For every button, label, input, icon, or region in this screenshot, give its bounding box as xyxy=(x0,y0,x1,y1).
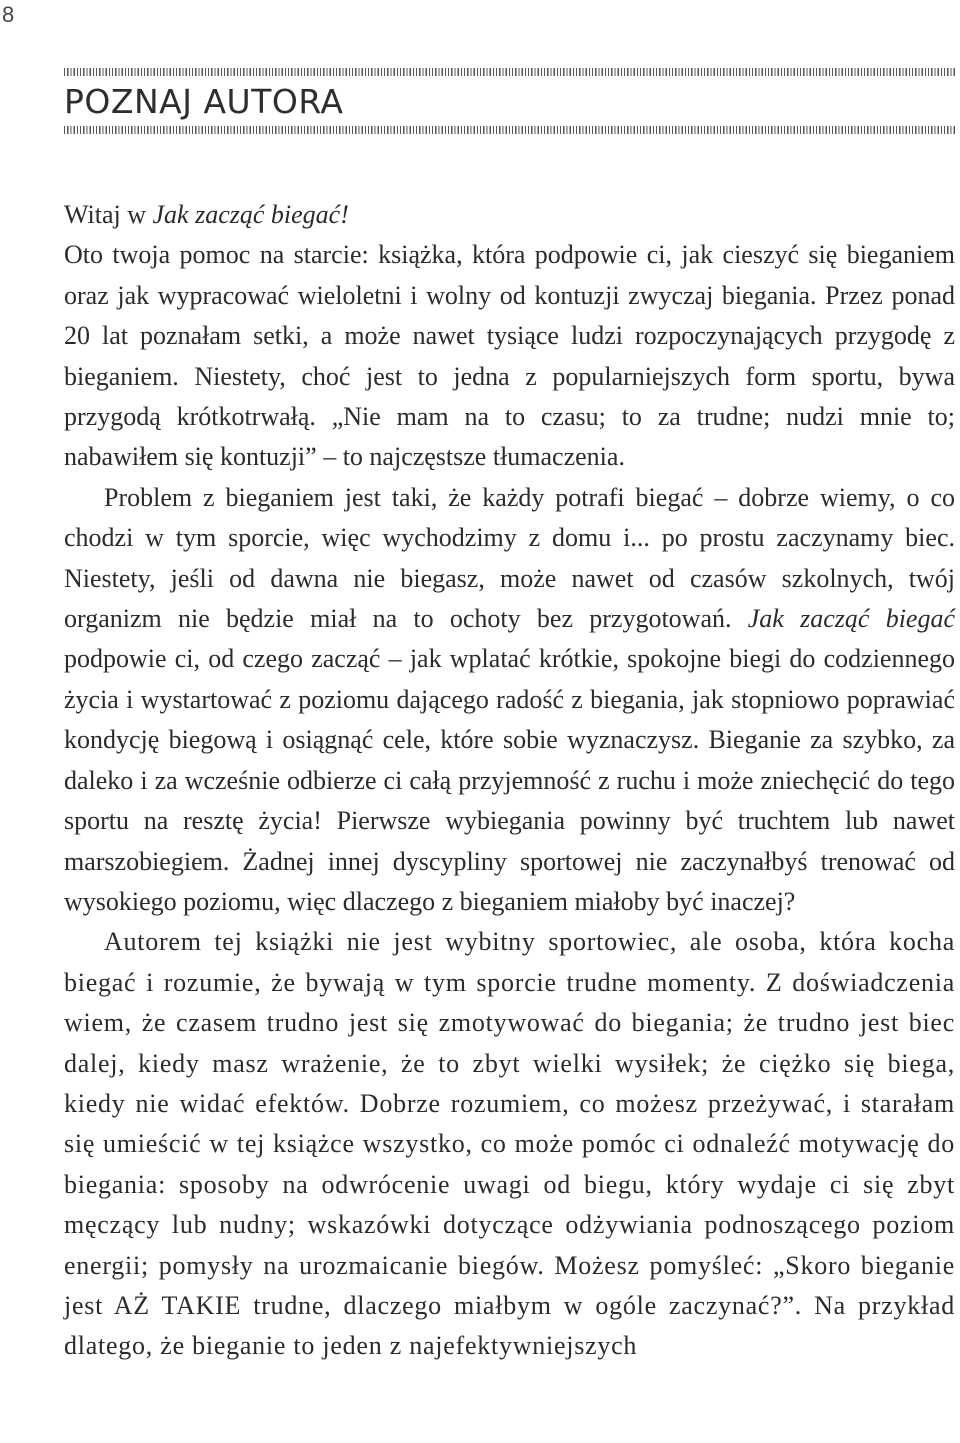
paragraph-3: Autorem tej książki nie jest wybitny sportowiec, ale osoba, która kocha biegać i rozumie, że bywają w tym sporcie trudne momenty. Z doświadczenia wiem, że czasem trudno jest się zmotywować do biegania; że trudno jest biec dalej, kiedy masz wrażenie, że to zbyt wielki wysiłek; że ciężko się biega, kiedy nie widać efektów. Dobrze rozumiem, co możesz przeżywać, i starałam się umieścić w tej książce wszystko, co może pomóc ci odnaleźć motywację do biegania: sposoby na odwrócenie uwagi od biegu, który wydaje ci się zbyt męczący lub nudny; wskazówki dotyczące odżywiania podnoszącego poziom energii; pomysły na urozmaicanie biegów. Możesz pomyśleć: „Skoro bieganie jest AŻ TAKIE trudne, dlaczego miałbym w ogóle zaczynać?”. Na przykład dlatego, że bieganie to jeden z najefektywniejszych xyxy=(64,927,955,1361)
paragraph-2-part-1: Problem z bieganiem jest taki, że każdy potrafi biegać – dobrze wiemy, o co chodzi w tym sporcie, więc wychodzimy z domu i... po prostu zaczynamy biec. Niestety, jeśli od dawna nie biegasz, może nawet od czasów szkolnych, twój organizm nie będzie miał na to ochoty bez przygotowań. xyxy=(64,482,955,634)
heading-rule-top xyxy=(64,68,955,76)
chapter-heading: POZNAJ AUTORA xyxy=(64,82,344,121)
greeting-prefix: Witaj w xyxy=(64,200,153,229)
paragraph-1: Oto twoja pomoc na starcie: książka, która podpowie ci, jak cieszyć się bieganiem oraz jak wypracować wieloletni i wolny od kontuzji zwyczaj biegania. Przez ponad 20 lat poznałam setki, a może nawet tysiące ludzi rozpoczynających przygodę z bieganiem. Niestety, choć jest to jedna z popularniejszych form sportu, bywa przygodą krótkotrwałą. „Nie mam na to czasu; to za trudne; nudzi mnie to; nabawiłem się kontuzji” – to najczęstsze tłumaczenia. xyxy=(64,240,955,472)
body-text xyxy=(64,195,955,1367)
book-title: Jak zacząć biegać! xyxy=(152,200,349,229)
page-number: 8 xyxy=(2,2,15,27)
heading-rule-bottom xyxy=(64,126,955,134)
book-title-inline: Jak zacząć biegać xyxy=(747,604,955,634)
paragraph-2-part-2: podpowie ci, od czego zacząć – jak wplatać krótkie, spokojne biegi do codziennego życia i wystartować z poziomu dającego radość z biegania, jak stopniowo poprawiać kondycję biegową i osiągnąć cele, które sobie wyznaczysz. Bieganie za szybko, za daleko i za wcześnie odbierze ci całą przyjemność z ruchu i może zniechęcić do tego sportu na resztę życia! Pierwsze wybiegania powinny być truchtem lub nawet marszobiegiem. Żadnej innej dyscypliny sportowej nie zaczynałbyś trenować od wysokiego poziomu, więc dlaczego z bieganiem miałoby być inaczej? xyxy=(64,644,955,916)
paragraph-2 xyxy=(64,478,955,922)
greeting-line xyxy=(64,195,955,235)
